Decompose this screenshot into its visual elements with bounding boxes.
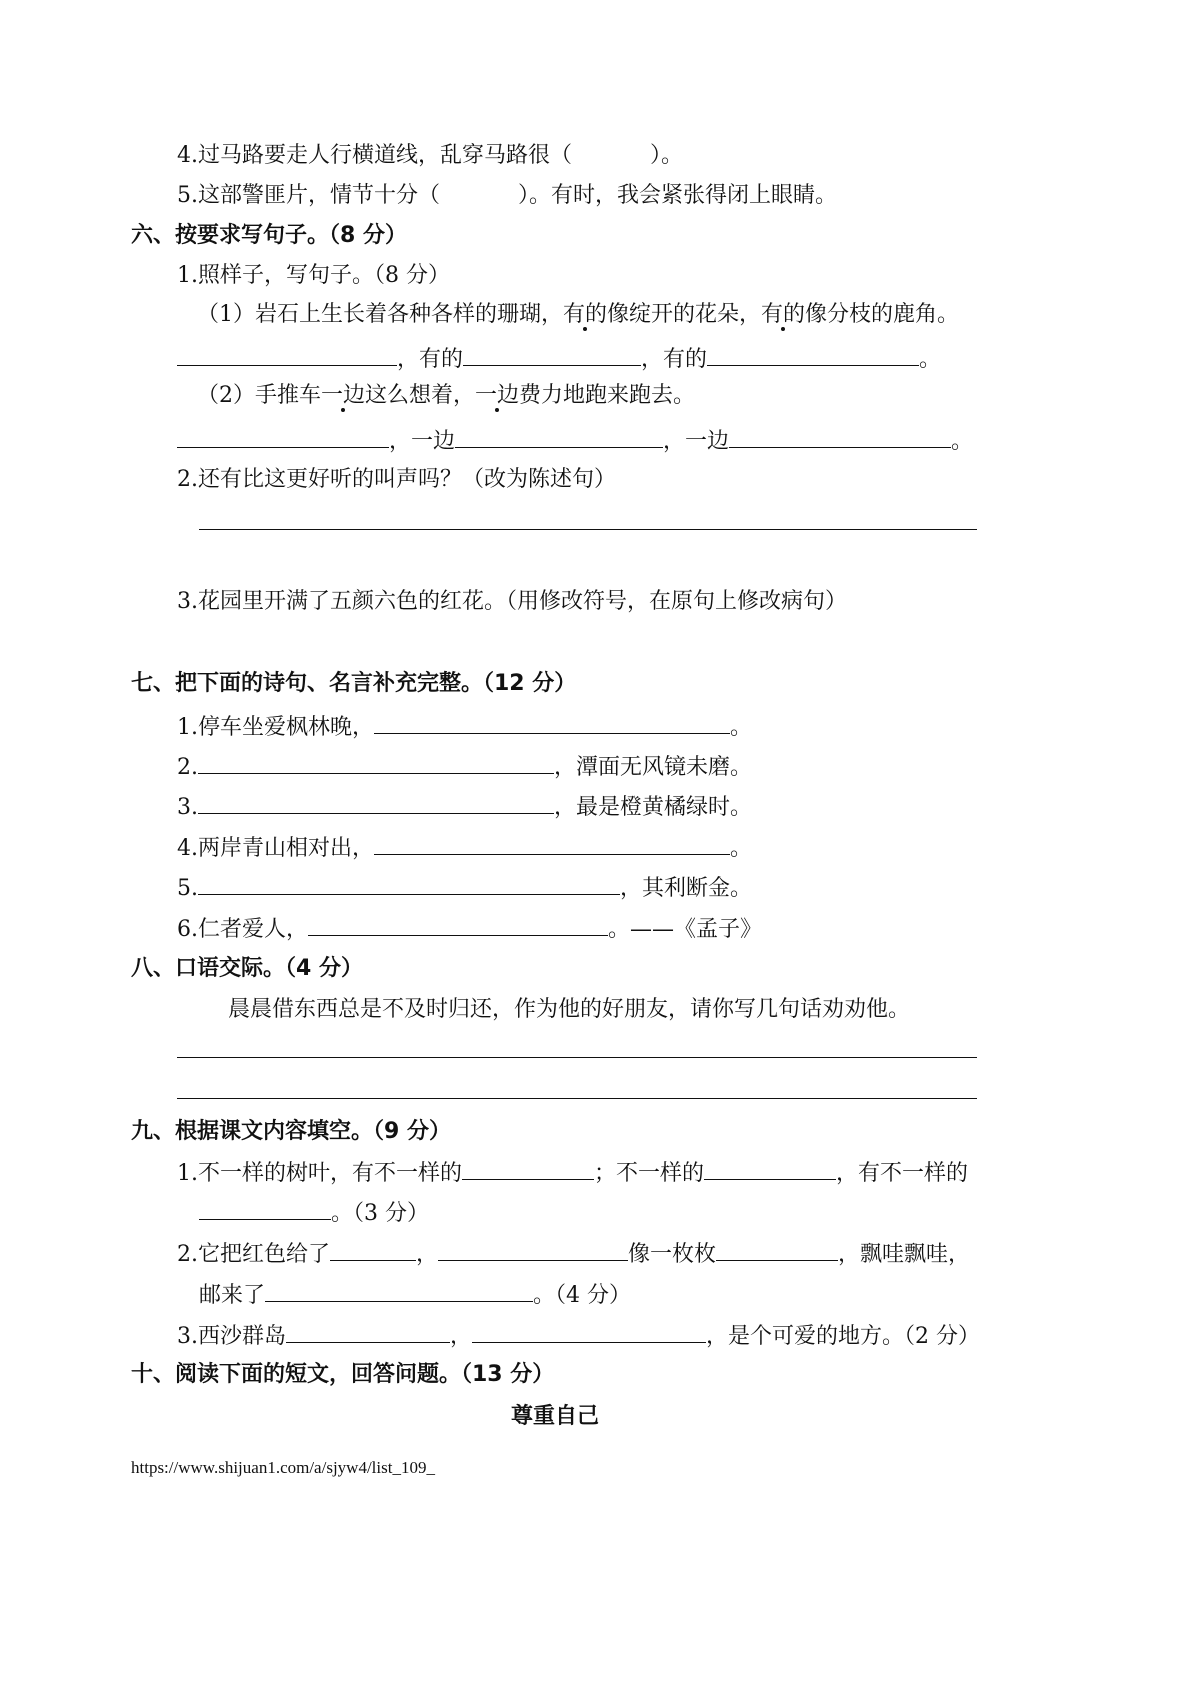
answer-blank[interactable] [286,1320,450,1343]
section-6-heading: 六、按要求写句子。（8 分） [131,223,407,248]
answer-line[interactable] [177,1098,977,1099]
section-8-prompt: 晨晨借东西总是不及时归还，作为他的好朋友，请你写几句话劝劝他。 [228,997,911,1022]
footer-url[interactable]: https://www.shijuan1.com/a/sjyw4/list_109_ [131,1458,435,1477]
emphasis-dot-word: 有的 [761,302,806,327]
answer-blank[interactable] [707,343,919,366]
emphasis-dot-word: 一边 [475,383,520,408]
answer-blank[interactable] [455,425,663,448]
poem-line-6: 6.仁者爱人， 。——《孟子》 [177,913,762,945]
emphasis-dot-word: 一边 [321,383,366,408]
emphasis-dot-word: 有的 [563,302,608,327]
question-5-5: 5.这部警匪片，情节十分（ ）。有时，我会紧张得闭上眼睛。 [177,183,838,208]
question-5-4: 4.过马路要走人行横道线，乱穿马路很（ ）。 [177,143,684,168]
answer-blank[interactable] [462,1157,594,1180]
answer-blank[interactable] [308,913,608,936]
answer-blank[interactable] [716,1238,838,1261]
section-8-heading: 八、口语交际。（4 分） [131,956,363,981]
answer-blank[interactable] [198,791,554,814]
section-6-q3: 3.花园里开满了五颜六色的红花。（用修改符号，在原句上修改病句） [177,589,847,614]
section-6-q2: 2.还有比这更好听的叫声吗？（改为陈述句） [177,467,616,492]
answer-blank[interactable] [199,1197,331,1220]
fill-line-2: ，一边 ，一边 。 [177,425,973,457]
answer-blank[interactable] [374,832,730,855]
poem-line-4: 4.两岸青山相对出， 。 [177,832,752,864]
answer-blank[interactable] [177,425,389,448]
answer-blank[interactable] [472,1320,706,1343]
example-sentence-1: （1）岩石上生长着各种各样的珊瑚，有的像绽开的花朵，有的像分枝的鹿角。 [197,302,960,327]
poem-line-1: 1.停车坐爱枫林晚， 。 [177,711,752,743]
answer-line[interactable] [199,529,977,530]
poem-line-2: 2. ，潭面无风镜未磨。 [177,751,752,783]
answer-blank[interactable] [463,343,641,366]
answer-blank[interactable] [438,1238,628,1261]
answer-blank[interactable] [265,1279,533,1302]
passage-title: 尊重自己 [510,1404,599,1429]
section-9-q2: 2.它把红色给了 ， 像一枚枚 ，飘哇飘哇， [177,1238,970,1270]
poem-line-3: 3. ，最是橙黄橘绿时。 [177,791,752,823]
section-6-q1: 1.照样子，写句子。（8 分） [177,263,450,288]
answer-blank[interactable] [704,1157,836,1180]
answer-blank[interactable] [198,872,620,895]
section-9-q1-cont: 。（3 分） [199,1197,429,1229]
section-9-q2-cont: 邮来了 。（4 分） [199,1279,631,1311]
answer-blank[interactable] [374,711,730,734]
section-9-q3: 3.西沙群岛 ， ，是个可爱的地方。（2 分） [177,1320,980,1352]
fill-line-1: ，有的 ，有的 。 [177,343,941,375]
answer-blank[interactable] [729,425,951,448]
section-7-heading: 七、把下面的诗句、名言补充完整。（12 分） [131,671,577,696]
section-9-q1: 1.不一样的树叶，有不一样的 ；不一样的 ，有不一样的 [177,1157,968,1189]
answer-blank[interactable] [330,1238,416,1261]
poem-line-5: 5. ，其利断金。 [177,872,752,904]
answer-blank[interactable] [177,343,397,366]
answer-blank[interactable] [198,751,554,774]
section-10-heading: 十、阅读下面的短文，回答问题。（13 分） [131,1362,555,1387]
example-sentence-2: （2）手推车一边这么想着，一边费力地跑来跑去。 [197,383,696,408]
section-9-heading: 九、根据课文内容填空。（9 分） [131,1119,451,1144]
answer-line[interactable] [177,1057,977,1058]
